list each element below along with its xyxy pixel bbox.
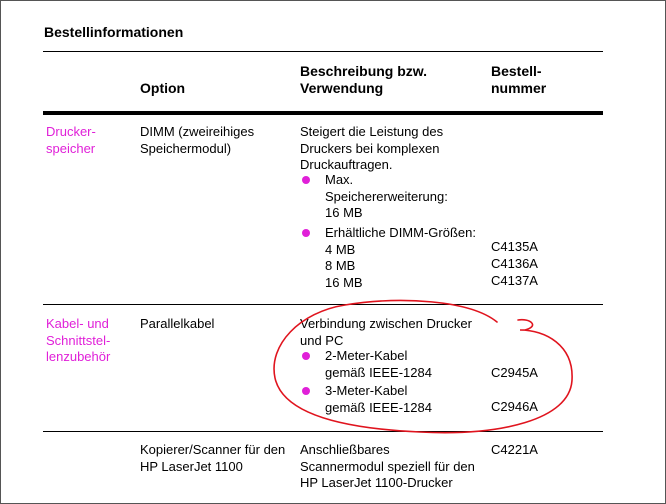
bullet-icon <box>302 176 310 184</box>
header-option: Option <box>140 80 186 96</box>
order-number: C4221A <box>491 442 538 457</box>
order-number: C4135A <box>491 239 538 254</box>
row2-description: Verbindung zwischen Drucker und PC <box>300 316 472 348</box>
row3-option: Kopierer/Scanner für den HP LaserJet 1100 <box>140 442 286 474</box>
row1-option: DIMM (zweireihiges Speichermodul) <box>140 124 255 156</box>
row2-bullet1: 2-Meter-Kabel gemäß IEEE-1284 <box>325 348 432 380</box>
row2-bullet2: 3-Meter-Kabel gemäß IEEE-1284 <box>325 383 432 415</box>
row-divider <box>43 304 603 305</box>
header-order-number: Bestell- nummer <box>491 63 547 96</box>
bullet-icon <box>302 387 310 395</box>
row1-category: Drucker- speicher <box>46 124 96 156</box>
order-number: C2945A <box>491 365 538 380</box>
section-title: Bestellinformationen <box>44 24 184 40</box>
row1-bullet2: Erhältliche DIMM-Größen: 4 MB 8 MB 16 MB <box>325 225 476 290</box>
row3-description: Anschließbares Scannermodul speziell für den HP LaserJet 1100-Drucker <box>300 442 475 490</box>
top-rule <box>43 51 603 52</box>
order-number: C2946A <box>491 399 538 414</box>
row2-option: Parallelkabel <box>140 316 215 331</box>
header-description: Beschreibung bzw. Verwendung <box>300 63 428 96</box>
header-rule <box>43 111 603 115</box>
row1-bullet1: Max. Speichererweiterung: 16 MB <box>325 172 448 220</box>
row1-description: Steigert die Leistung des Druckers bei komplexen Druckauftragen. <box>300 124 444 172</box>
bullet-icon <box>302 352 310 360</box>
order-number: C4136A <box>491 256 538 271</box>
row-divider <box>43 431 603 432</box>
order-number: C4137A <box>491 273 538 288</box>
row2-category: Kabel- und Schnittstel- lenzubehör <box>46 316 111 364</box>
bullet-icon <box>302 229 310 237</box>
